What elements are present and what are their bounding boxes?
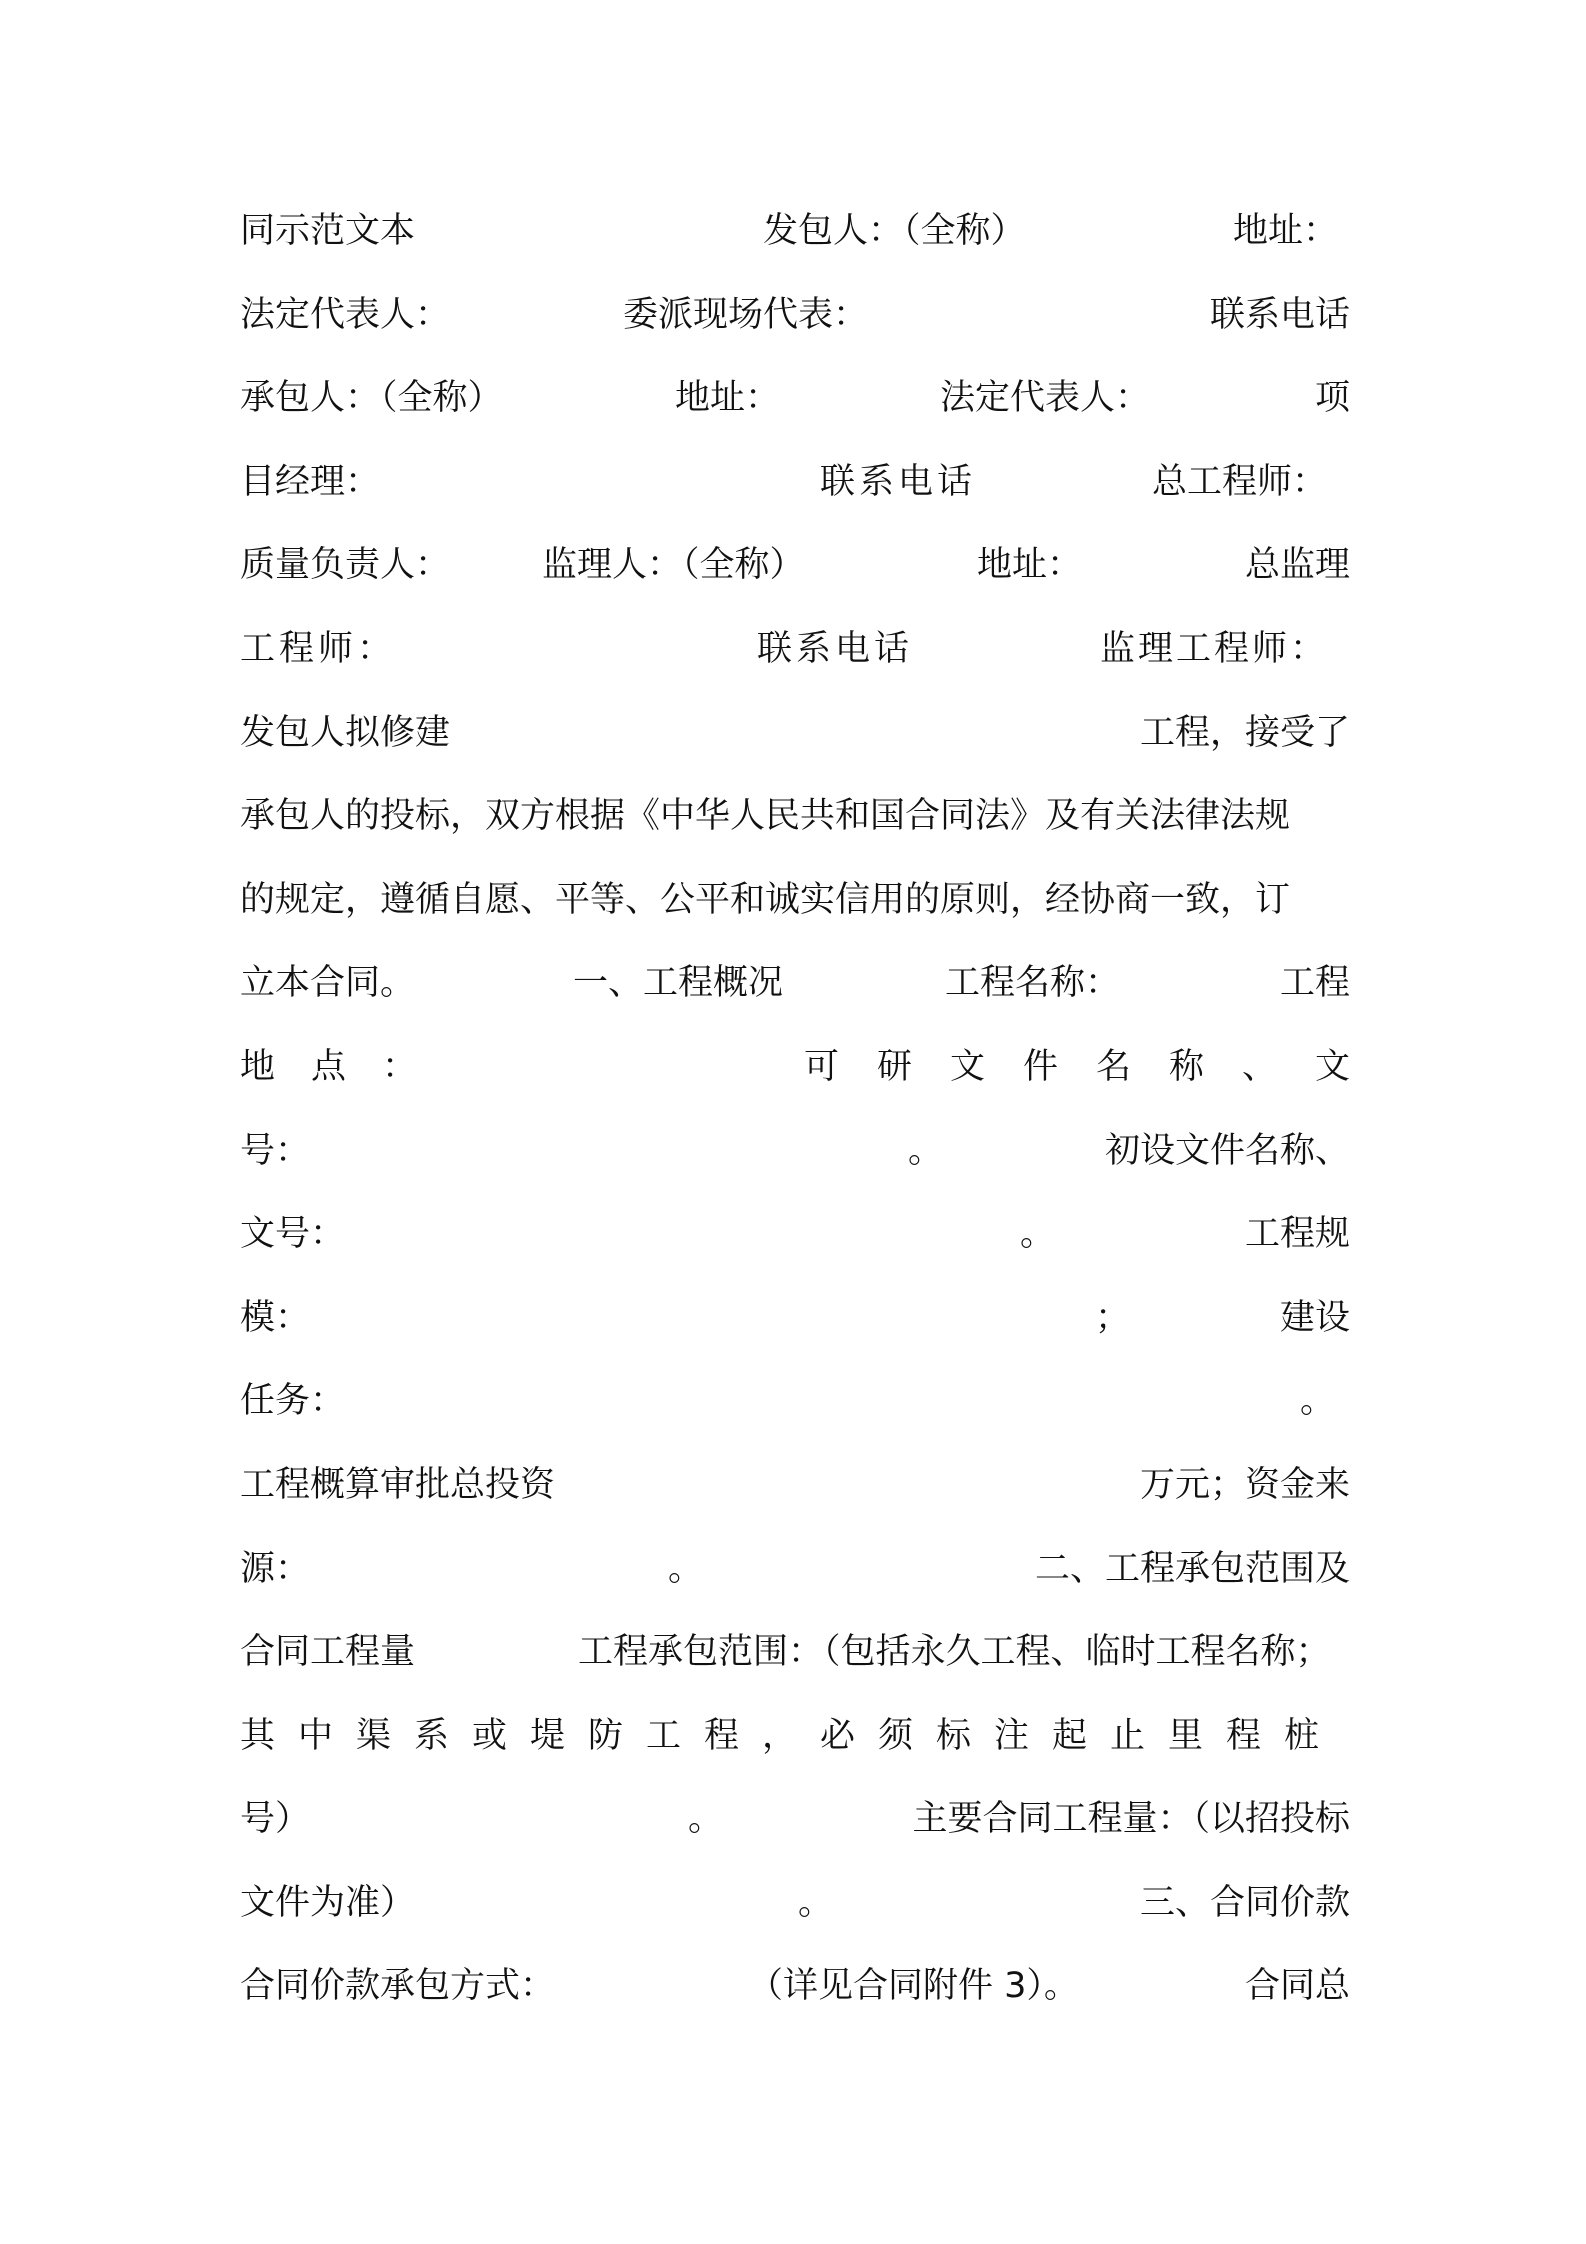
text-segment: 地址：: [675, 378, 781, 419]
text-line: [240, 274, 1350, 358]
text-segment: 主要合同工程量：（以招投标: [912, 1799, 1350, 1840]
text-line: [240, 190, 1350, 274]
text-segment: 工程承包范围：（包括永久工程、临时工程名称；: [578, 1632, 1331, 1673]
text-segment: 质量负责人：: [240, 545, 451, 586]
text-segment: 号：: [240, 1130, 311, 1171]
text-segment: 地址：: [977, 545, 1083, 586]
text-segment: 初设文件名称、: [1104, 1130, 1350, 1171]
text-segment: 文号：: [240, 1214, 346, 1255]
text-line: [240, 1611, 1350, 1695]
text-segment: （详见合同附件 3）。: [748, 1966, 1079, 2007]
text-segment: 总监理: [1244, 545, 1350, 586]
text-segment: 法定代表人：: [240, 294, 451, 335]
text-segment: 。: [908, 1130, 944, 1171]
contract-body-text: [240, 190, 1388, 2029]
text-segment: 委派现场代表：: [623, 294, 869, 335]
text-segment: 合同总: [1244, 1966, 1350, 2007]
text-segment: 监理工程师：: [1100, 628, 1329, 669]
text-segment: 联系电话: [757, 628, 914, 669]
text-segment: 可研文件名称、文: [803, 1046, 1388, 1087]
text-segment: 监理人：（全称）: [542, 545, 805, 586]
text-line: [240, 608, 1350, 692]
text-segment: 工程，接受了: [1139, 712, 1350, 753]
text-segment: 联系电话: [1209, 294, 1350, 335]
text-segment: 其中渠系或堤防工程，必须标注起止里程桩: [240, 1715, 1343, 1756]
text-line: [240, 357, 1350, 441]
text-line: [240, 1277, 1350, 1361]
text-segment: 工程名称：: [945, 963, 1121, 1004]
text-line: [240, 942, 1350, 1026]
text-line: [240, 1193, 1350, 1277]
text-line: [240, 1026, 1388, 1110]
text-segment: 模：: [240, 1297, 311, 1338]
text-segment: 联系电话: [820, 461, 977, 502]
text-segment: 一、工程概况: [573, 963, 784, 1004]
text-segment: 工程规: [1244, 1214, 1350, 1255]
text-line: [240, 1695, 1350, 1779]
text-segment: 发包人：（全称）: [763, 211, 1026, 251]
text-segment: 项: [1314, 378, 1350, 419]
text-segment: 地点：: [240, 1046, 454, 1087]
text-segment: 。: [1020, 1214, 1056, 1255]
text-line: [240, 1528, 1350, 1612]
text-line: [240, 1778, 1350, 1862]
text-segment: 同示范文本: [240, 211, 416, 251]
text-line: [240, 441, 1350, 525]
text-segment: 文件为准）: [240, 1882, 416, 1923]
text-segment: 的规定，遵循自愿、平等、公平和诚实信用的原则，经协商一致，订: [240, 879, 1291, 920]
text-line: [240, 524, 1350, 608]
text-line: [240, 1360, 1350, 1444]
text-line: [240, 859, 1350, 943]
text-segment: 万元；资金来: [1139, 1464, 1350, 1505]
text-line: [240, 1862, 1350, 1946]
text-segment: 地址：: [1233, 211, 1339, 251]
text-segment: 二、工程承包范围及: [1034, 1548, 1350, 1589]
text-line: [240, 1444, 1350, 1528]
text-segment: 合同价款承包方式：: [240, 1966, 556, 2007]
text-segment: 目经理：: [240, 461, 381, 502]
text-segment: 立本合同。: [240, 963, 416, 1004]
text-segment: 发包人拟修建: [240, 712, 451, 753]
text-segment: 工程概算审批总投资: [240, 1464, 556, 1505]
text-line: [240, 1110, 1350, 1194]
text-segment: 工程: [1279, 963, 1350, 1004]
text-segment: 源：: [240, 1548, 311, 1589]
text-segment: 。: [688, 1799, 724, 1840]
text-segment: 合同工程量: [240, 1632, 416, 1673]
text-segment: 总工程师：: [1152, 461, 1328, 502]
text-line: [240, 692, 1350, 776]
text-segment: 。: [798, 1882, 834, 1923]
text-segment: 。: [1300, 1381, 1336, 1422]
text-segment: 。: [668, 1548, 704, 1589]
text-line: [240, 1945, 1350, 2029]
text-segment: 号）: [240, 1799, 311, 1840]
text-segment: 承包人：（全称）: [240, 378, 503, 419]
text-segment: 工程师：: [240, 628, 397, 669]
text-segment: 三、合同价款: [1139, 1882, 1350, 1923]
text-segment: ；: [1095, 1297, 1131, 1338]
text-segment: 建设: [1279, 1297, 1350, 1338]
text-segment: 任务：: [240, 1381, 346, 1422]
text-line: [240, 775, 1350, 859]
text-segment: 法定代表人：: [940, 378, 1151, 419]
text-segment: 承包人的投标，双方根据《中华人民共和国合同法》及有关法律法规: [240, 796, 1291, 837]
